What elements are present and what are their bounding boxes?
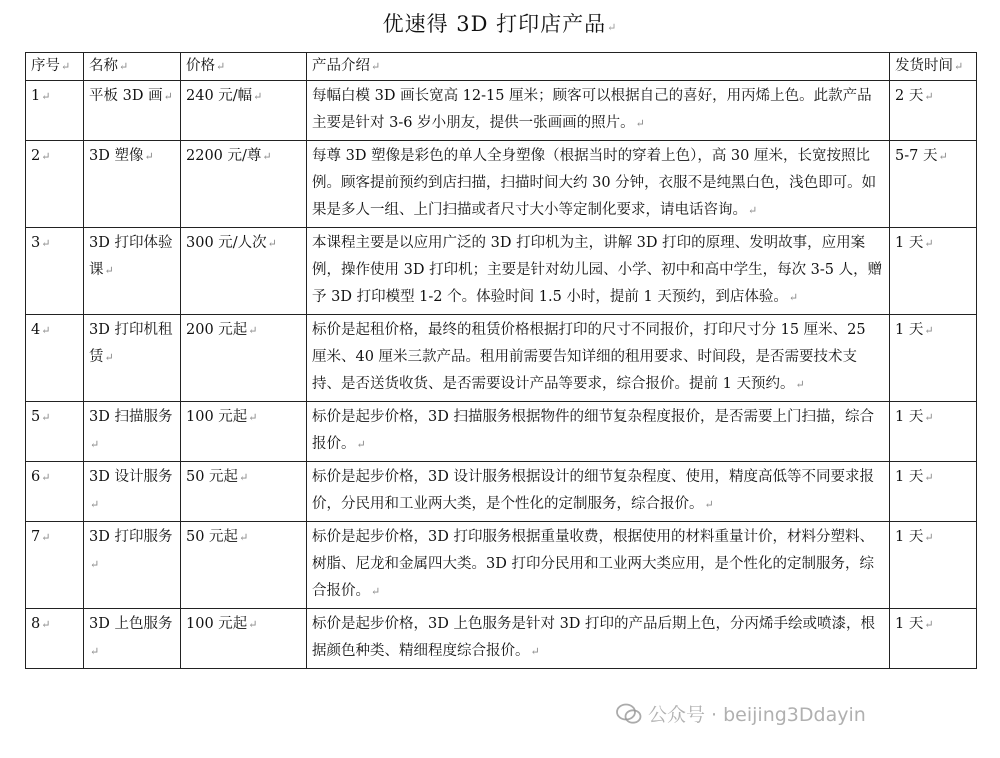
cell-name: 3D 塑像↵: [84, 141, 181, 228]
cell-name: 3D 扫描服务↵: [84, 402, 181, 462]
wechat-icon: [616, 703, 642, 725]
table-row: [26, 462, 977, 522]
cell-seq: 3↵: [26, 228, 84, 315]
cell-ship-time: 2 天↵: [890, 81, 977, 141]
table-row: [26, 522, 977, 609]
cell-description: 本课程主要是以应用广泛的 3D 打印机为主，讲解 3D 打印的原理、发明故事，应用案例，操作使用 3D 打印机；主要是针对幼儿园、小学、初中和高中学生，每次 3-5 人，赠予 3D 打印模型 1-2 个。体验时间 1.5 小时，提前 1 天预约，到店体验。↵: [307, 228, 890, 315]
cell-description: 每尊 3D 塑像是彩色的单人全身塑像（根据当时的穿着上色），高 30 厘米，长宽按照比例。顾客提前预约到店扫描，扫描时间大约 30 分钟，衣服不是纯黑白色，浅色即可。如果是多人一组、上门扫描或者尺寸大小等定制化要求，请电话咨询。↵: [307, 141, 890, 228]
title-text: 优速得 3D 打印店产品: [382, 12, 607, 36]
table-row: [26, 315, 977, 402]
cell-ship-time: 1 天↵: [890, 315, 977, 402]
cell-description: 标价是起步价格，3D 打印服务根据重量收费，根据使用的材料重量计价，材料分塑料、树脂、尼龙和金属四大类。3D 打印分民用和工业两大类应用，是个性化的定制服务，综合报价。↵: [307, 522, 890, 609]
watermark-text: 公众号 · beijing3Ddayin: [648, 704, 866, 726]
cell-name: 平板 3D 画↵: [84, 81, 181, 141]
cell-seq: 4↵: [26, 315, 84, 402]
cell-ship-time: 1 天↵: [890, 522, 977, 609]
cell-name: 3D 打印体验课↵: [84, 228, 181, 315]
cell-price: 50 元起↵: [181, 522, 307, 609]
table-row: [26, 402, 977, 462]
header-name: 名称↵: [84, 53, 181, 81]
cell-price: 240 元/幅↵: [181, 81, 307, 141]
cell-ship-time: 1 天↵: [890, 402, 977, 462]
cell-description: 标价是起步价格，3D 设计服务根据设计的细节复杂程度、使用，精度高低等不同要求报价，分民用和工业两大类，是个性化的定制服务，综合报价。↵: [307, 462, 890, 522]
product-table: [25, 52, 977, 669]
table-header-row: [26, 53, 977, 81]
cell-seq: 1↵: [26, 81, 84, 141]
header-ship-time: 发货时间↵: [890, 53, 977, 81]
cell-seq: 8↵: [26, 609, 84, 669]
cell-name: 3D 打印机租赁↵: [84, 315, 181, 402]
header-description: 产品介绍↵: [307, 53, 890, 81]
cell-description: 标价是起步价格，3D 扫描服务根据物件的细节复杂程度报价，是否需要上门扫描，综合报价。↵: [307, 402, 890, 462]
page-title: [0, 8, 1000, 38]
cell-price: 100 元起↵: [181, 402, 307, 462]
table-row: [26, 228, 977, 315]
cell-description: 标价是起租价格，最终的租赁价格根据打印的尺寸不同报价，打印尺寸分 15 厘米、25 厘米、40 厘米三款产品。租用前需要告知详细的租用要求、时间段，是否需要技术支持、是否送货收货、是否需要设计产品等要求，综合报价。提前 1 天预约。↵: [307, 315, 890, 402]
cell-price: 2200 元/尊↵: [181, 141, 307, 228]
paragraph-mark-icon: ↵: [607, 21, 618, 34]
table-row: [26, 141, 977, 228]
header-price: 价格↵: [181, 53, 307, 81]
cell-description: 标价是起步价格，3D 上色服务是针对 3D 打印的产品后期上色，分丙烯手绘或喷漆，根据颜色种类、精细程度综合报价。↵: [307, 609, 890, 669]
cell-seq: 2↵: [26, 141, 84, 228]
cell-seq: 7↵: [26, 522, 84, 609]
cell-name: 3D 上色服务↵: [84, 609, 181, 669]
watermark: [616, 700, 866, 727]
cell-name: 3D 打印服务↵: [84, 522, 181, 609]
cell-ship-time: 1 天↵: [890, 609, 977, 669]
cell-ship-time: 5-7 天↵: [890, 141, 977, 228]
cell-price: 200 元起↵: [181, 315, 307, 402]
table-row: [26, 609, 977, 669]
cell-name: 3D 设计服务↵: [84, 462, 181, 522]
cell-price: 100 元起↵: [181, 609, 307, 669]
table-row: [26, 81, 977, 141]
cell-price: 50 元起↵: [181, 462, 307, 522]
cell-seq: 5↵: [26, 402, 84, 462]
cell-ship-time: 1 天↵: [890, 228, 977, 315]
cell-price: 300 元/人次↵: [181, 228, 307, 315]
cell-description: 每幅白模 3D 画长宽高 12-15 厘米；顾客可以根据自己的喜好，用丙烯上色。此款产品主要是针对 3-6 岁小朋友，提供一张画画的照片。↵: [307, 81, 890, 141]
cell-ship-time: 1 天↵: [890, 462, 977, 522]
cell-seq: 6↵: [26, 462, 84, 522]
header-seq: 序号↵: [26, 53, 84, 81]
